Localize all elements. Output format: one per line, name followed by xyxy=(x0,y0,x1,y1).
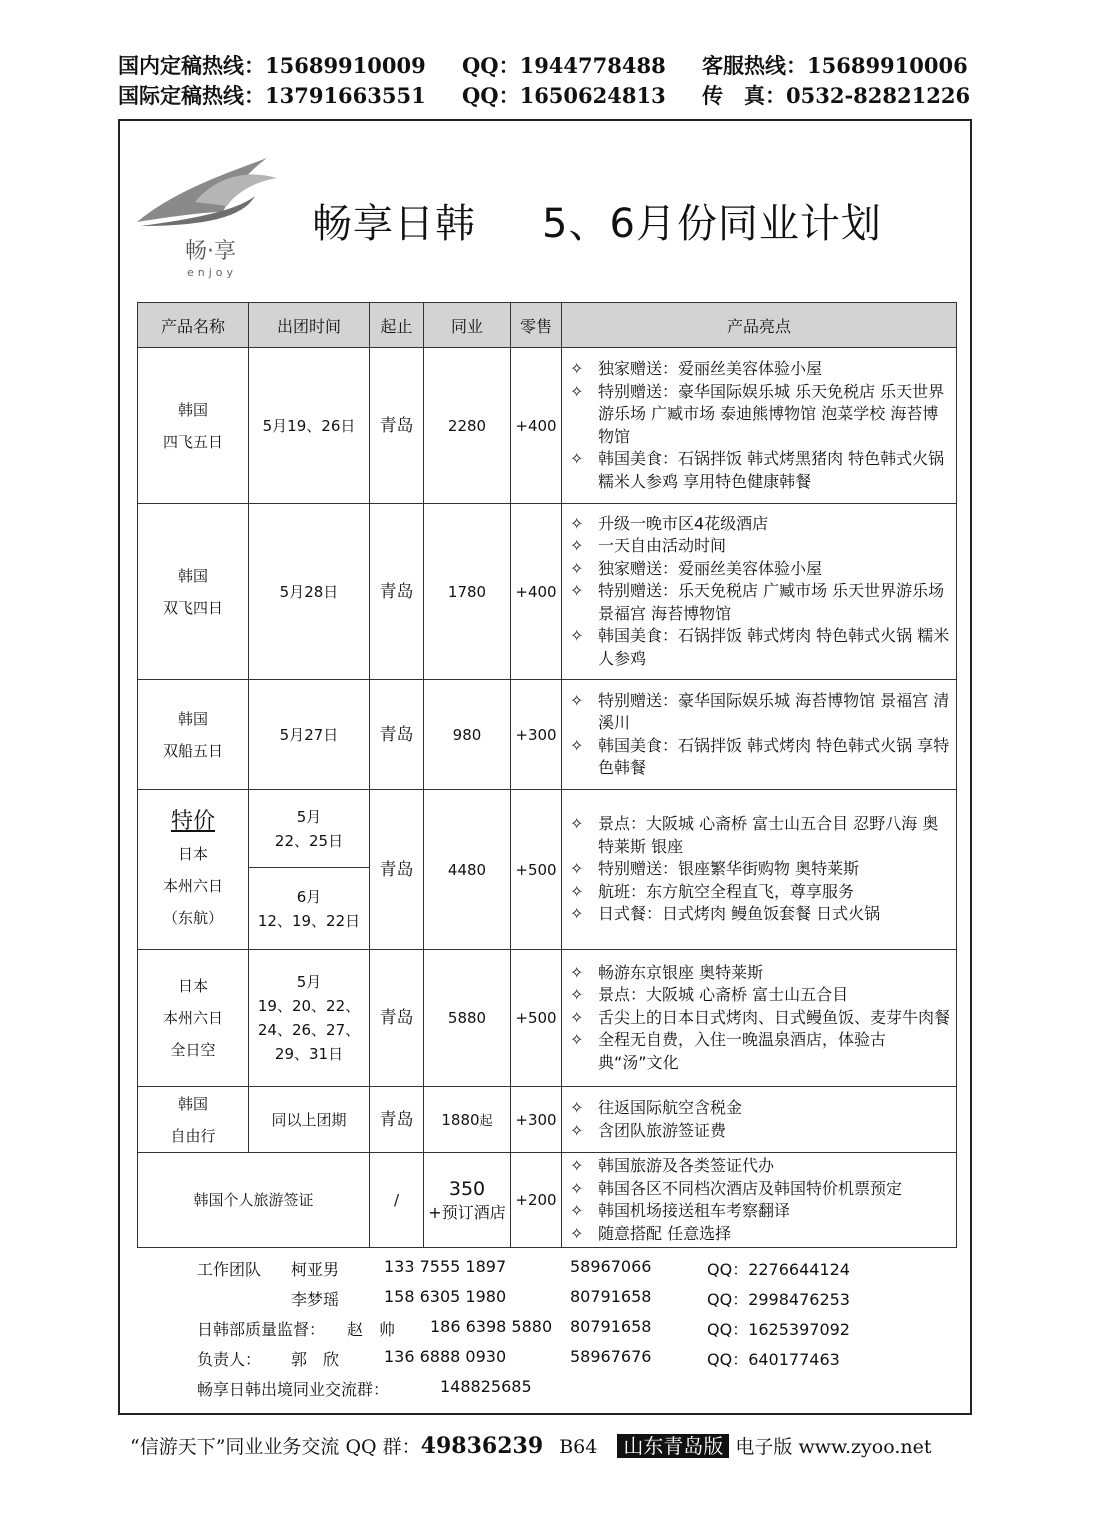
header-cell: 出团时间 xyxy=(249,303,370,348)
trade-price: 1880起 xyxy=(424,1087,511,1153)
title-brand: 畅享日韩 xyxy=(312,201,476,247)
table-row xyxy=(138,1153,957,1248)
highlights xyxy=(562,790,957,950)
diamond-icon: ✧ xyxy=(570,1223,584,1243)
diamond-icon: ✧ xyxy=(570,1007,584,1027)
header-cell: 起止 xyxy=(370,303,424,348)
diamond-icon: ✧ xyxy=(570,1120,584,1140)
diamond-icon: ✧ xyxy=(570,859,584,879)
list-item: ✧ 韩国美食：石锅拌饭 韩式烤肉 特色韩式火锅 享特色韩餐 xyxy=(570,735,950,777)
domestic-hotline: 国内定稿热线：15689910009 xyxy=(118,53,426,78)
contact-row: 李梦瑶 158 6305 1980 80791658 QQ：2998476253 xyxy=(291,1287,850,1309)
table-row xyxy=(138,790,957,868)
title-plan: 5、6月份同业计划 xyxy=(542,201,882,247)
departure-city: 青岛 xyxy=(370,790,424,950)
diamond-icon: ✧ xyxy=(570,513,584,533)
list-item: ✧ 特别赠送：银座繁华街购物 奥特莱斯 xyxy=(570,858,950,881)
retail-markup: +200 xyxy=(511,1153,562,1248)
departure-date: 5月 22、25日 xyxy=(249,790,370,868)
departure-city: / xyxy=(370,1153,424,1248)
diamond-icon: ✧ xyxy=(570,690,584,710)
product-name: 韩国个人旅游签证 xyxy=(138,1153,370,1248)
list-item: ✧ 特别赠送：豪华国际娱乐城 乐天免税店 乐天世界游乐场 广臧市场 泰迪熊博物馆 泡菜学校 海苔博物馆 xyxy=(570,381,945,446)
highlights xyxy=(562,680,957,790)
product-name: 特价 日本 本州六日 （东航） xyxy=(138,790,249,950)
diamond-icon: ✧ xyxy=(570,1030,584,1050)
footer xyxy=(130,1430,931,1459)
trade-price: 4480 xyxy=(424,790,511,950)
product-name: 韩国 自由行 xyxy=(138,1087,249,1153)
product-name: 韩国 双船五日 xyxy=(138,680,249,790)
list-item: ✧ 景点：大阪城 心斋桥 富士山五合目 xyxy=(570,984,950,1007)
contact-row: 工作团队 柯亚男 133 7555 1897 58967066 QQ：2276644124 xyxy=(197,1257,850,1279)
departure-date: 同以上团期 xyxy=(249,1087,370,1153)
footer-text: “信游天下”同业业务交流 QQ 群： xyxy=(130,1436,421,1458)
header-cell: 产品亮点 xyxy=(562,303,957,348)
header-cell: 产品名称 xyxy=(138,303,249,348)
highlights xyxy=(562,348,957,504)
group-row: 畅享日韩出境同业交流群： 148825685 xyxy=(197,1377,532,1399)
contact-row: 负责人： 郭 欣 136 6888 0930 58967676 QQ：640177463 xyxy=(197,1347,840,1369)
page-title xyxy=(312,192,882,249)
list-item: ✧ 景点：大阪城 心斋桥 富士山五合目 忍野八海 奥特莱斯 银座 xyxy=(570,814,939,856)
list-item: ✧ 韩国美食：石锅拌饭 韩式烤肉 特色韩式火锅 糯米人参鸡 xyxy=(570,626,950,668)
departure-date: 5月19、26日 xyxy=(249,348,370,504)
diamond-icon: ✧ xyxy=(570,381,584,401)
list-item: ✧ 独家赠送：爱丽丝美容体验小屋 xyxy=(570,558,950,581)
retail-markup: +500 xyxy=(511,950,562,1087)
page-number: B64 xyxy=(559,1436,598,1458)
header-cell: 零售 xyxy=(511,303,562,348)
table-row xyxy=(138,504,957,680)
diamond-icon: ✧ xyxy=(570,558,584,578)
departure-date: 5月27日 xyxy=(249,680,370,790)
departure-date: 5月 19、20、22、24、26、27、29、31日 xyxy=(249,950,370,1087)
fax: 传 真：0532-82821226 xyxy=(702,83,971,108)
svg-text:畅·享: 畅·享 xyxy=(185,239,236,264)
retail-markup: +300 xyxy=(511,680,562,790)
trade-price: 350 +预订酒店 xyxy=(424,1153,511,1248)
domestic-qq: QQ：1944778488 xyxy=(462,53,666,78)
list-item: ✧ 全程无自费，入住一晚温泉酒店，体验古典“汤”文化 xyxy=(570,1030,887,1072)
list-item: ✧ 特别赠送：乐天免税店 广臧市场 乐天世界游乐场 景福宫 海苔博物馆 xyxy=(570,581,945,623)
diamond-icon: ✧ xyxy=(570,1098,584,1117)
diamond-icon: ✧ xyxy=(570,1201,584,1220)
list-item: ✧ 韩国机场接送租车考察翻译 xyxy=(570,1200,950,1223)
highlights xyxy=(562,504,957,680)
departure-city: 青岛 xyxy=(370,348,424,504)
departure-city: 青岛 xyxy=(370,504,424,680)
diamond-icon: ✧ xyxy=(570,735,584,755)
diamond-icon: ✧ xyxy=(570,449,584,468)
diamond-icon: ✧ xyxy=(570,581,584,601)
product-name: 日本 本州六日 全日空 xyxy=(138,950,249,1087)
intl-qq: QQ：1650624813 xyxy=(462,83,666,108)
list-item: ✧ 航班：东方航空全程直飞，尊享服务 xyxy=(570,881,950,904)
diamond-icon: ✧ xyxy=(570,626,584,646)
list-item: ✧ 独家赠送：爱丽丝美容体验小屋 xyxy=(570,358,950,381)
highlights xyxy=(562,1153,957,1248)
intl-hotline: 国际定稿热线：13791663551 xyxy=(118,83,426,108)
departure-city: 青岛 xyxy=(370,680,424,790)
list-item: ✧ 随意搭配 任意选择 xyxy=(570,1223,950,1246)
diamond-icon: ✧ xyxy=(570,814,584,834)
product-name: 韩国 四飞五日 xyxy=(138,348,249,504)
service-hotline: 客服热线：15689910006 xyxy=(702,53,968,78)
highlights xyxy=(562,950,957,1087)
enjoy-logo xyxy=(135,150,285,280)
header-cell: 同业 xyxy=(424,303,511,348)
departure-city: 青岛 xyxy=(370,1087,424,1153)
trade-price: 1780 xyxy=(424,504,511,680)
departure-date: 6月 12、19、22日 xyxy=(249,868,370,950)
list-item: ✧ 韩国旅游及各类签证代办 xyxy=(570,1155,950,1178)
trade-price: 980 xyxy=(424,680,511,790)
trade-price: 5880 xyxy=(424,950,511,1087)
list-item: ✧ 日式餐：日式烤肉 鳗鱼饭套餐 日式火锅 xyxy=(570,903,950,926)
diamond-icon: ✧ xyxy=(570,1156,584,1175)
diamond-icon: ✧ xyxy=(570,1178,584,1198)
list-item: ✧ 韩国各区不同档次酒店及韩国特价机票预定 xyxy=(570,1178,950,1201)
table-row xyxy=(138,950,957,1087)
diamond-icon: ✧ xyxy=(570,962,584,982)
list-item: ✧ 舌尖上的日本日式烤肉、日式鳗鱼饭、麦芽牛肉餐 xyxy=(570,1007,950,1030)
tour-plan-table xyxy=(137,302,957,1248)
list-item: ✧ 特别赠送：豪华国际娱乐城 海苔博物馆 景福宫 清溪川 xyxy=(570,690,950,732)
retail-markup: +400 xyxy=(511,348,562,504)
diamond-icon: ✧ xyxy=(570,536,584,556)
list-item: ✧ 韩国美食：石锅拌饭 韩式烤黑猪肉 特色韩式火锅 糯米人参鸡 享用特色健康韩餐 xyxy=(570,449,945,491)
footer-qq: 49836239 xyxy=(420,1433,544,1459)
special-price-label: 特价 xyxy=(170,808,215,834)
plane-logo-icon xyxy=(135,150,285,280)
retail-markup: +400 xyxy=(511,504,562,680)
retail-markup: +500 xyxy=(511,790,562,950)
list-item: ✧ 一天自由活动时间 xyxy=(570,535,950,558)
list-item: ✧ 含团队旅游签证费 xyxy=(570,1120,950,1143)
list-item: ✧ 升级一晚市区4花级酒店 xyxy=(570,513,950,536)
departure-date: 5月28日 xyxy=(249,504,370,680)
table-row xyxy=(138,348,957,504)
diamond-icon: ✧ xyxy=(570,881,584,901)
departure-city: 青岛 xyxy=(370,950,424,1087)
table-header xyxy=(138,303,957,348)
list-item: ✧ 畅游东京银座 奥特莱斯 xyxy=(570,962,950,985)
list-item: ✧ 往返国际航空含税金 xyxy=(570,1097,950,1120)
diamond-icon: ✧ xyxy=(570,985,584,1005)
contact-row: 日韩部质量监督： 赵 帅 186 6398 5880 80791658 QQ：1625397092 xyxy=(197,1317,850,1339)
trade-price: 2280 xyxy=(424,348,511,504)
diamond-icon: ✧ xyxy=(570,904,584,924)
highlights xyxy=(562,1087,957,1153)
site-link[interactable]: 电子版 www.zyoo.net xyxy=(735,1436,932,1458)
retail-markup: +300 xyxy=(511,1087,562,1153)
table-row xyxy=(138,680,957,790)
table-row xyxy=(138,1087,957,1153)
product-name: 韩国 双飞四日 xyxy=(138,504,249,680)
diamond-icon: ✧ xyxy=(570,359,584,378)
svg-text:enjoy: enjoy xyxy=(187,266,238,279)
edition-badge: 山东青岛版 xyxy=(617,1434,729,1458)
